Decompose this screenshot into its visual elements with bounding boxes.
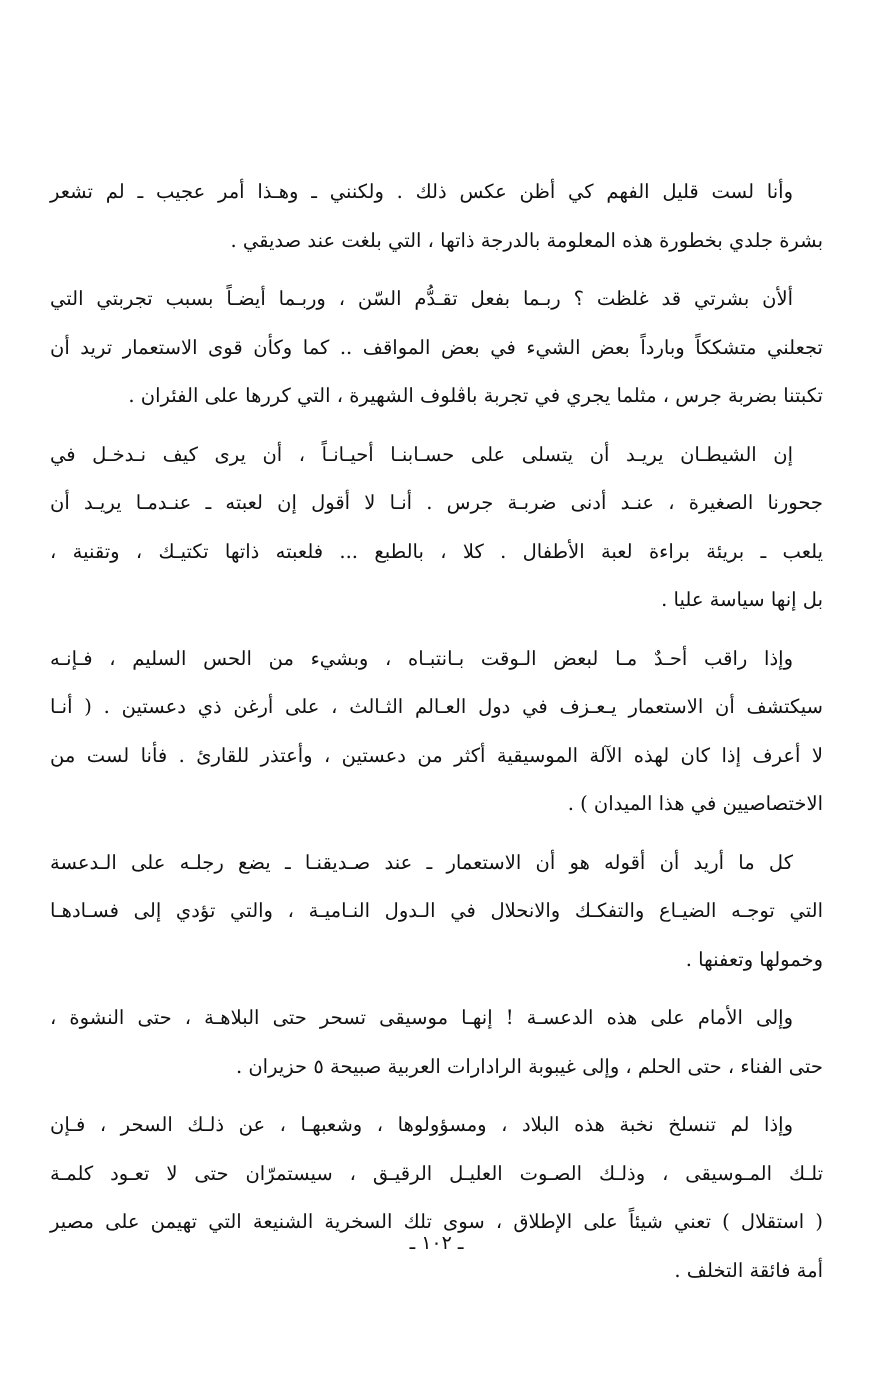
text-line: ألأن بشرتي قد غلظت ؟ ربـما بفعل تقـدُّم السّن ، وربـما أيضـاً بسبب تجربتي التي — [50, 287, 793, 310]
text-line: سيكتشف أن الاستعمار يـعـزف في دول العـالم الثـالث ، على أرغن ذي دعستين . ( أنـا — [50, 695, 823, 718]
text-line: وإلى الأمام على هذه الدعسـة ! إنهـا موسيقى تسحر حتى البلاهـة ، حتى النشوة ، — [50, 1006, 793, 1029]
text-line: وإذا راقب أحـدٌ مـا لبعض الـوقت بـانتبـاه ، وبشيء من الحس السليم ، فـإنـه — [50, 646, 793, 670]
paragraph-5 — [50, 839, 823, 985]
text-line: يلعب ـ بريئة براءة لعبة الأطفال . كلا ، بالطبع ... فلعبته ذاتها تكتيـك ، وتقنية ، — [50, 539, 823, 563]
paragraph-2 — [50, 275, 823, 421]
text-line: تكبتنا بضربة جرس ، مثلما يجري في تجربة باڤلوف الشهيرة ، التي كررها على الفئران . — [128, 384, 823, 407]
text-line: وخمولها وتعفنها . — [685, 947, 823, 971]
text-line: تجعلني متشككاً وبارداً بعض الشيء في بعض المواقف .. كما وكأن قوى الاستعمار تريد أن — [50, 335, 823, 359]
text-line: لا أعرف إذا كان لهذه الآلة الموسيقية أكثر من دعستين ، وأعتذر للقارئ . فأنا لست من — [50, 743, 823, 767]
text-line: وأنا لست قليل الفهم كي أظن عكس ذلك . ولكنني ـ وهـذا أمر عجيب ـ لم تشعر — [50, 180, 793, 203]
paragraph-3 — [50, 431, 823, 625]
paragraph-7 — [50, 1101, 823, 1295]
page-body — [50, 168, 823, 1305]
text-line: إن الشيطـان يريـد أن يتسلى على حسـابنـا أحيـانـاً ، أن يرى كيف نـدخـل في — [50, 442, 793, 466]
text-line: جحورنا الصغيرة ، عنـد أدنى ضربـة جرس . أنـا لا أقول إن لعبته ـ عنـدمـا يريـد أن — [50, 491, 823, 514]
text-line: كل ما أريد أن أقوله هو أن الاستعمار ـ عند صـديقنـا ـ يضع رجلـه على الـدعسة — [50, 850, 793, 874]
text-line: تلـك المـوسيقى ، وذلـك الصـوت العليـل الرقيـق ، سيستمرّان حتى لا تعـود كلمـة — [50, 1161, 823, 1185]
paragraph-4 — [50, 635, 823, 829]
text-line: ( استقلال ) تعني شيئاً على الإطلاق ، سوى تلك السخرية الشنيعة التي تهيمن على مصير — [50, 1210, 823, 1233]
text-line: الاختصاصيين في هذا الميدان ) . — [567, 792, 823, 815]
text-line: أمة فائقة التخلف . — [674, 1258, 823, 1282]
text-line: بشرة جلدي بخطورة هذه المعلومة بالدرجة ذاتها ، التي بلغت عند صديقي . — [230, 228, 823, 252]
paragraph-6 — [50, 994, 823, 1091]
page-number: ـ ١٠٢ ـ — [409, 1232, 464, 1254]
text-line: بل إنها سياسة عليا . — [661, 588, 823, 611]
text-line: حتى الفناء ، حتى الحلم ، وإلى غيبوبة الرادارات العربية صبيحة ٥ حزيران . — [235, 1054, 823, 1078]
paragraph-1 — [50, 168, 823, 265]
text-line: وإذا لم تنسلخ نخبة هذه البلاد ، ومسؤولوها ، وشعبهـا ، عن ذلـك السحر ، فـإن — [50, 1113, 793, 1136]
text-line: التي توجـه الضيـاع والتفكـك والانحلال في الـدول النـاميـة ، والتي تؤدي إلى فسـادهـا — [50, 899, 823, 922]
